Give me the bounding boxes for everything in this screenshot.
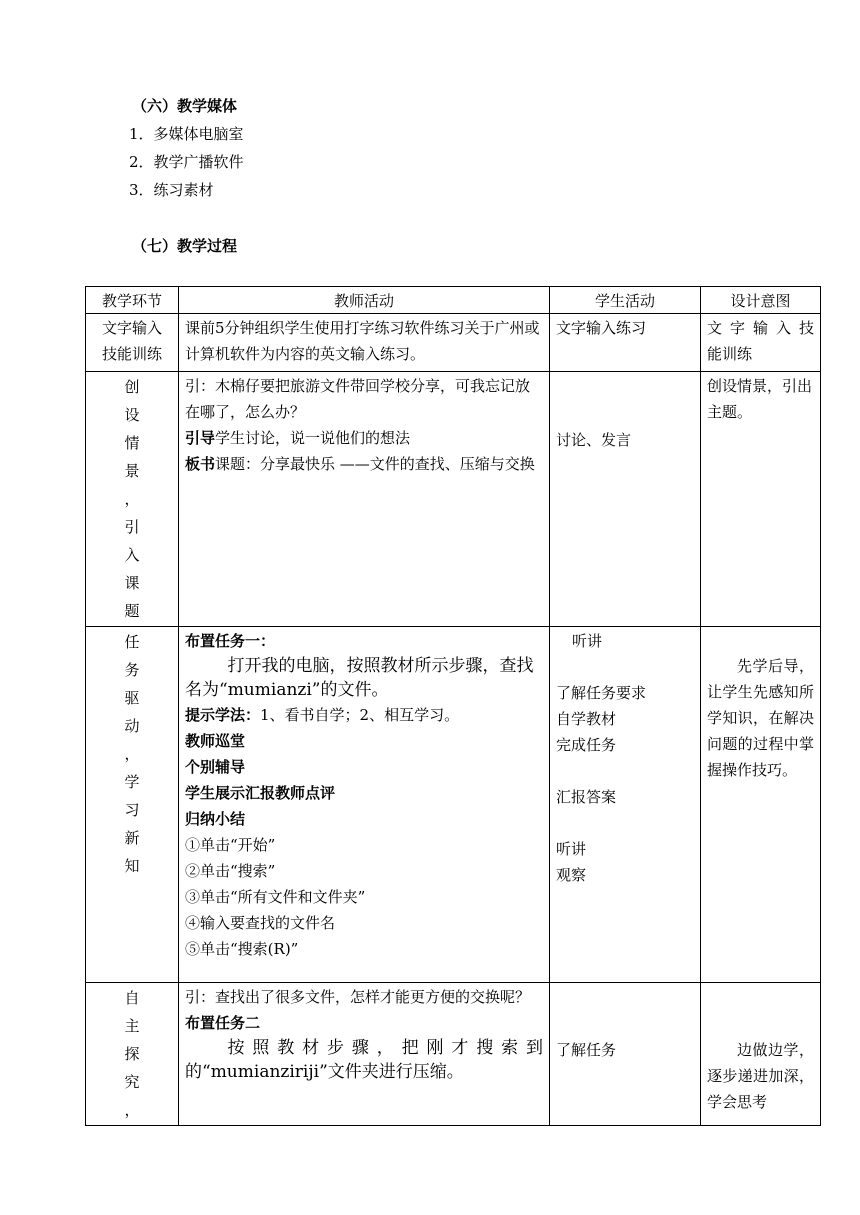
media-item-1: 1．多媒体电脑室 [129,125,244,143]
teacher-cell [179,983,550,1126]
task1-text: 打开我的电脑，按照教材所示步骤，查找名为“mumianzi”的文件。 [185,656,534,700]
stage-char: 设 [124,406,140,424]
stage-char: 学 [124,773,140,791]
hint-text: 1、看书自学；2、相互学习。 [260,706,460,724]
student-cell: 文字输入练习 [550,314,701,372]
stage-line: 技能训练 [101,345,162,363]
process-heading: （七）教学过程 [132,237,238,255]
stage-char: 任 [124,633,140,651]
guide-text: 学生讨论，说一说他们的想法 [215,429,411,447]
media-item-2: 2．教学广播软件 [129,153,244,171]
summary-line: 归纳小结 [185,810,246,828]
stage-char: 引 [124,518,140,536]
header-stage: 教学环节 [86,287,179,314]
teacher-cell: 课前5分钟组织学生使用打字练习软件练习关于广州或计算机软件为内容的英文输入练习。 [179,314,550,372]
stage-char: 习 [124,801,140,819]
board-label: 板书 [185,455,216,473]
student-cell [550,983,701,1126]
table-row [86,627,821,983]
hint-label: 提示学法： [185,706,261,724]
stage-char: 课 [124,574,140,592]
student-activity: 自学教材 [556,710,617,728]
student-activity: 了解任务要求 [556,684,647,702]
stage-char: 探 [124,1045,140,1063]
stage-line: 文字输入 [101,319,162,337]
step-line: ④输入要查找的文件名 [185,914,336,932]
stage-char: ， [124,745,140,763]
task1-title: 布置任务一： [185,632,276,650]
step-line: ①单击“开始” [185,836,276,854]
stage-char: 驱 [124,689,140,707]
guide-label: 引导 [185,429,216,447]
media-item-3: 3．练习素材 [129,181,214,199]
teacher-cell [179,627,550,983]
step-line: ⑤单击“搜索(R)” [185,940,299,958]
stage-cell [86,372,179,627]
stage-char: 动 [124,717,140,735]
teaching-process-table [85,286,821,1126]
student-activity: 了解任务 [556,1041,617,1059]
header-student: 学生活动 [550,287,701,314]
stage-char: 景 [124,462,140,480]
stage-char: 题 [124,602,140,620]
guide-line [185,425,543,451]
student-activity: 听讲 [572,632,603,650]
hint-line [185,702,543,728]
stage-char: 自 [124,989,140,1007]
stage-char: ， [124,490,140,508]
student-activity: 听讲 [556,840,587,858]
stage-cell [86,627,179,983]
board-text: 课题：分享最快乐 ——文件的查找、压缩与交换 [215,455,535,473]
intent-cell: 文 字 输 入 技能训练 [701,314,821,372]
table-row [86,314,821,372]
task2-title: 布置任务二 [185,1014,261,1032]
student-activity: 讨论、发言 [556,430,632,449]
stage-char: 入 [124,546,140,564]
stage-char: 主 [124,1017,140,1035]
stage-cell [86,983,179,1126]
stage-char: 创 [124,378,140,396]
student-activity: 完成任务 [556,736,617,754]
media-heading: （六）教学媒体 [132,97,238,115]
intent-cell: 边做边学，逐步递进加深，学会思考 [701,983,821,1126]
patrol-line: 教师巡堂 [185,732,246,750]
student-activity: 观察 [556,866,587,884]
stage-char: 究 [124,1073,140,1091]
teacher-intro: 引：木棉仔要把旅游文件带回学校分享，可我忘记放在哪了，怎么办？ [185,377,531,421]
step-line: ②单击“搜索” [185,862,276,880]
stage-char: 务 [124,661,140,679]
teacher-cell [179,372,550,627]
task2-text: 按照教材步骤，把刚才搜索到的“mumianziriji”文件夹进行压缩。 [185,1038,543,1082]
stage-char: ， [124,1101,140,1119]
step-line: ③单击“所有文件和文件夹” [185,888,366,906]
table-row [86,983,821,1126]
board-line [185,451,543,477]
stage-char: 知 [124,857,140,875]
stage-cell [86,314,179,372]
intent-cell: 先学后导，让学生先感知所学知识，在解决问题的过程中掌握操作技巧。 [701,627,821,983]
student-cell [550,372,701,627]
stage-char: 新 [124,829,140,847]
intent-cell: 创设情景，引出主题。 [701,372,821,627]
teacher-intro: 引：查找出了很多文件，怎样才能更方便的交换呢？ [185,988,531,1006]
student-cell [550,627,701,983]
table-row [86,372,821,627]
tutor-line: 个别辅导 [185,758,246,776]
stage-char: 情 [124,434,140,452]
table-header-row [86,287,821,314]
header-teacher: 教师活动 [179,287,550,314]
student-activity: 汇报答案 [556,788,617,806]
header-intent: 设计意图 [701,287,821,314]
show-line: 学生展示汇报教师点评 [185,784,336,802]
